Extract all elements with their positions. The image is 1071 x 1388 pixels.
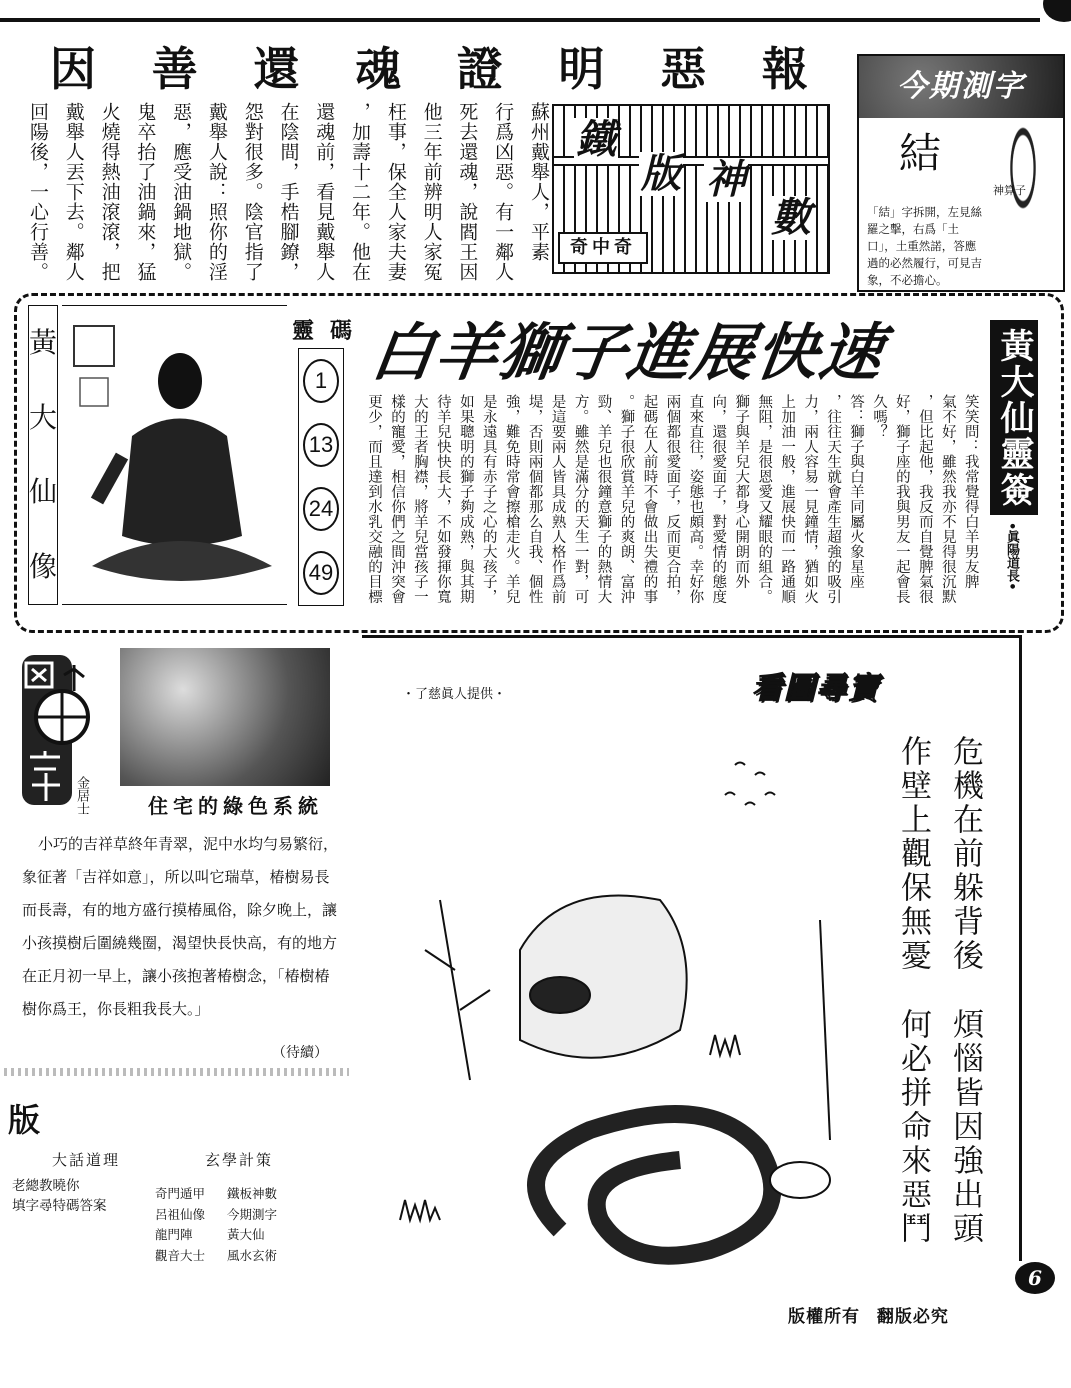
index-col2: [155, 1184, 299, 1266]
title-char: 惡: [660, 42, 709, 96]
text-column: 氣不好，雖然我亦不見得很沉默: [939, 394, 956, 604]
index-col1-title: 大話道理: [52, 1151, 121, 1169]
text-column: 火燒得熱油滾滾，把: [98, 102, 121, 282]
text-column: 惡，應受油鍋地獄。: [170, 102, 193, 282]
index-item: 鐵板神數: [227, 1186, 278, 1201]
text-column: 他三年前辨明人家冤: [420, 102, 443, 282]
index-item: 風水玄術: [227, 1247, 278, 1263]
huang-daxian-badge: 黃大仙靈簽: [990, 320, 1038, 515]
title-char: 因: [50, 42, 98, 96]
title-char: 證: [456, 42, 505, 96]
horoscope-body: [366, 394, 978, 622]
text-column: 。獅子很欣賞羊兒的爽朗、富沖: [618, 394, 635, 604]
label-char: 靈: [292, 318, 315, 344]
huang-daxian-portrait: [62, 305, 287, 605]
fengshui-body: 小巧的吉祥草終年青翠，泥中水均勻易繁衍，象征著「吉祥如意」，所以叫它瑞草，椿樹易長而長壽，有的地方盛行摸椿風俗，除夕晚上，讓小孩摸樹后圍繞幾圈，渴望快長快高，有的地方在正月初一早上，讓小孩抱著椿樹念，「椿樹椿樹你爲王，你長粗我長大。」: [22, 835, 339, 1018]
banner-char: 神: [706, 156, 746, 203]
text-column: 枉事，保全人家夫妻: [384, 102, 407, 282]
text-column: 待羊兒快快長大，不如發揮你寬: [434, 394, 451, 604]
corner-mark: [1043, 0, 1071, 22]
index-item: 填字尋特碼答案: [12, 1198, 107, 1214]
text-column: 力，兩人容易一見鐘情，猶如火: [802, 394, 819, 604]
banner-label: 奇中奇: [558, 232, 648, 264]
index-item: 龍門陣: [155, 1227, 193, 1242]
index-item: 觀音大士: [155, 1247, 206, 1263]
article-title: [50, 44, 810, 94]
text-column: 方。雖然是滿分的天生一對，可: [572, 394, 589, 604]
text-column: 強，難免時常會擦槍走火。羊兒: [503, 394, 520, 604]
text-column: 兩個都很愛面子，反而更合拍，: [664, 394, 681, 604]
plants-photo: [120, 648, 330, 786]
index-col2-title: 玄學計策: [205, 1151, 274, 1169]
text-column: 蘇州戴舉人，平素: [527, 102, 550, 262]
label-char: 大: [29, 400, 58, 434]
text-column: 笑笑問：我常覺得白羊男友脾: [962, 394, 979, 589]
index-item: 今期測字: [227, 1206, 278, 1222]
text-column: 怨對很多。陰官指了: [241, 102, 264, 282]
text-column: 向，還很愛面子，對愛情的態度: [710, 394, 727, 604]
horoscope-author: •眞陽道長•: [1004, 522, 1019, 591]
text-column: 堤，否則兩個都那么自我、個性: [526, 394, 543, 604]
poem-line: 危機在前躲背後: [947, 735, 983, 973]
banner-char: 鐵: [576, 116, 616, 163]
text-column: ，往往天生就會產生超強的吸引: [825, 394, 842, 604]
lucky-numbers: [298, 348, 344, 606]
portrait-label: [28, 305, 58, 605]
tieban-shenshu-banner: [552, 104, 830, 274]
text-column: ，但比起他，我反而自覺脾氣很: [916, 394, 933, 604]
page-number: 6: [1015, 1262, 1055, 1294]
text-column: 死去還魂，說閻王因: [456, 102, 479, 282]
copyright: 版權所有 翻版必究: [788, 1307, 949, 1327]
cezi-box: [857, 54, 1065, 292]
lucky-numbers-label: [292, 318, 352, 344]
poem-line: 煩惱皆因強出頭: [947, 1008, 983, 1246]
to-be-continued: （待續）: [272, 1045, 328, 1061]
text-column: 戴舉人丟下去。鄰人: [62, 102, 85, 282]
index-item: 老總教曉你: [12, 1178, 80, 1194]
text-column: 直來直往，姿態也頗高。幸好你: [687, 394, 704, 604]
text-column: 獅子與羊兒大都身心開朗而外: [733, 394, 750, 589]
title-char: 魂: [355, 42, 404, 96]
credit: ・了慈眞人提供・: [402, 687, 507, 702]
label-char: 黃: [29, 326, 58, 360]
treasure-frame-line: [1019, 636, 1022, 1261]
title-char: 明: [558, 42, 607, 96]
horoscope-title: 白羊獅子進展快速: [366, 316, 890, 389]
text-column: 鬼卒抬了油鍋來，猛: [134, 102, 157, 282]
text-column: 久嗎？: [870, 394, 887, 439]
title-char: 善: [151, 42, 200, 96]
index-col1: [12, 1176, 107, 1216]
snake-rock-illustration: [380, 750, 860, 1275]
text-column: 是永遠具有赤子之心的大孩子，: [480, 394, 497, 604]
index-heading: 版: [8, 1101, 41, 1139]
text-column: 好，獅子座的我與男友一起會長: [893, 394, 910, 604]
text-column: 戴舉人說：照你的淫: [205, 102, 228, 282]
index-item: 黃大仙: [227, 1227, 265, 1242]
poem-line: 作壁上觀保無憂: [895, 735, 931, 973]
text-column: 大的王者胸襟，將羊兒當孩子一: [411, 394, 428, 604]
label-char: 像: [29, 549, 58, 583]
divider: [4, 1068, 349, 1076]
fengshui-author: 金居士: [74, 776, 89, 815]
text-column: 回陽後，一心行善。: [27, 102, 49, 282]
lucky-number: 13: [303, 423, 339, 467]
label-char: 碼: [329, 318, 352, 344]
text-column: ，加壽十二年。他在: [349, 102, 372, 282]
top-rule: [0, 18, 1040, 22]
cezi-header: 今期測字: [859, 56, 1063, 118]
fortune-teller-illustration: [983, 126, 1063, 292]
lucky-number: 1: [303, 359, 339, 403]
fengshui-title: 住宅的綠色系統: [148, 794, 323, 818]
text-column: 是這要兩人皆具成熟人格作爲前: [549, 394, 566, 604]
text-column: 如果聰明的獅子夠成熟，與其期: [457, 394, 474, 604]
text-column: 答：獅子與白羊同屬火象星座: [848, 394, 865, 589]
treasure-title: 看圖尋寶: [752, 671, 880, 706]
text-column: 行爲凶惡。有一鄰人: [492, 102, 515, 282]
banner-char: 版: [641, 150, 681, 197]
text-column: 還魂前，看見戴舉人: [313, 102, 336, 282]
index-item: 呂祖仙像: [155, 1206, 206, 1222]
treasure-frame: [362, 635, 1022, 645]
title-char: 報: [761, 42, 810, 96]
index-item: 奇門遁甲: [155, 1186, 206, 1201]
title-char: 還: [253, 42, 302, 96]
text-column: 更少，而且達到水乳交融的目標: [366, 394, 382, 604]
banner-char: 數: [771, 194, 811, 241]
lucky-number: 24: [303, 487, 339, 531]
text-column: 上加油一般，進展快而一路通順: [779, 394, 796, 604]
poem-line: 何必拼命來惡鬥: [895, 1008, 931, 1246]
cezi-character: 結: [899, 129, 942, 178]
text-column: 勁、羊兒也很鐘意獅子的熱情大: [595, 394, 612, 604]
lucky-number: 49: [303, 551, 339, 595]
cezi-text: 「結」字拆開，左見絲羅之擊，右爲「土口」，土重然諾，答應過的必然履行，可見吉象，不必擔心。: [867, 205, 982, 287]
text-column: 在陰間，手梏腳鐐，: [277, 102, 300, 282]
text-column: 樣的寵愛，相信你們之間沖突會: [388, 394, 405, 604]
text-column: 無阻，是很恩愛又耀眼的組合。: [756, 394, 773, 604]
label-char: 仙: [29, 475, 58, 509]
text-column: 起碼在人前時不會做出失禮的事: [641, 394, 658, 604]
article-body: [28, 102, 548, 286]
fortune-teller-name: 神算子: [993, 184, 1026, 197]
